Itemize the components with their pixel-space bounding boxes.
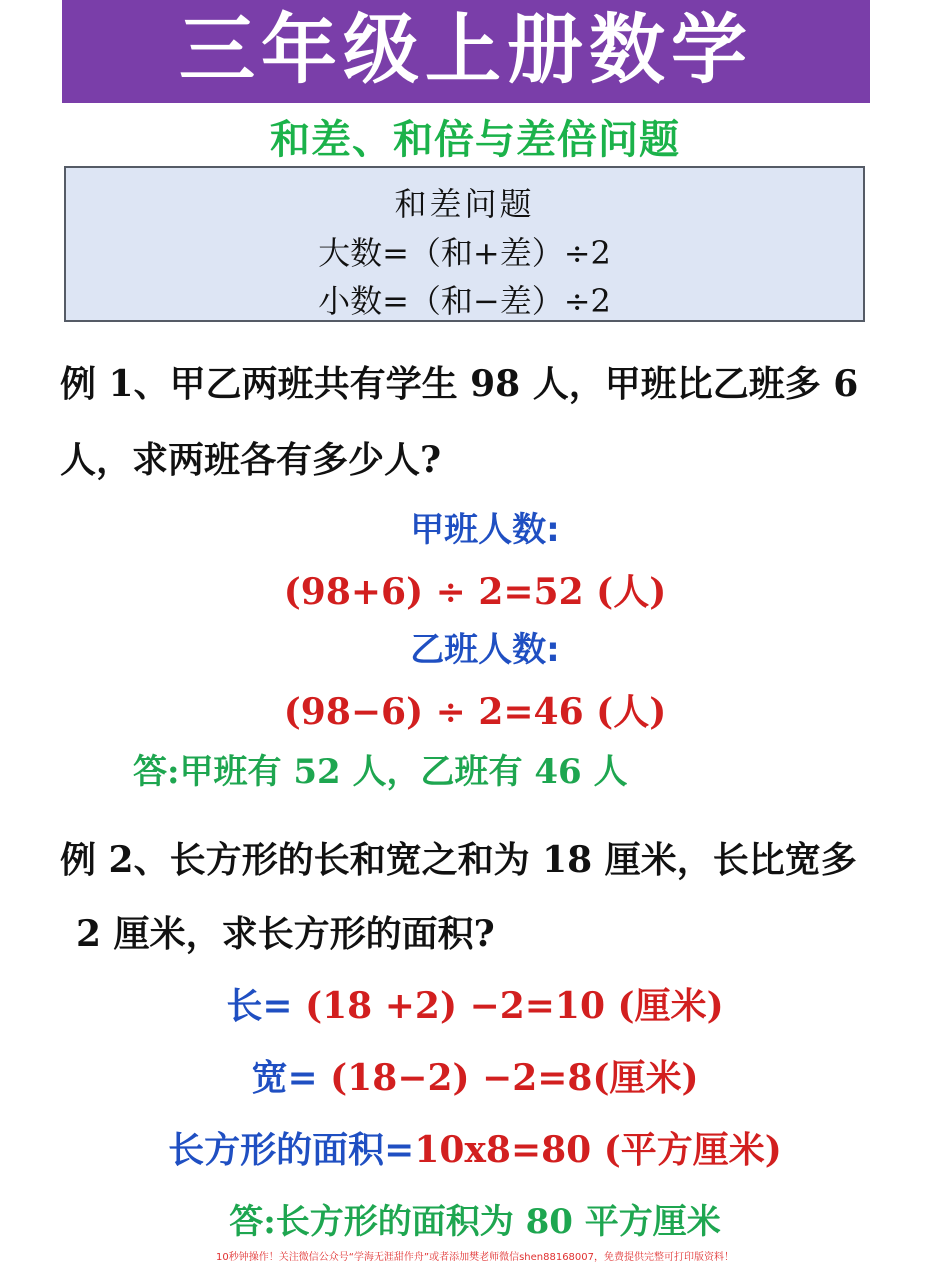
section-subtitle: 和差、和倍与差倍问题 bbox=[270, 117, 680, 163]
example1-answer: 答:甲班有 52 人，乙班有 46 人 bbox=[133, 752, 628, 792]
formula-box bbox=[64, 166, 865, 322]
title-banner bbox=[62, 0, 870, 103]
example1-line1: 例 1、甲乙两班共有学生 98 人，甲班比乙班多 6 bbox=[60, 363, 859, 405]
example1-label-b: 乙班人数: bbox=[410, 630, 560, 670]
example2-answer: 答:长方形的面积为 80 平方厘米 bbox=[229, 1202, 721, 1242]
example2-line1: 例 2、长方形的长和宽之和为 18 厘米，长比宽多 bbox=[60, 839, 857, 881]
example2-length-equation: (18 +2) −2=10 (厘米) bbox=[292, 985, 724, 1027]
footer-note: 10秒钟操作！关注微信公众号“学海无涯甜作舟”或者添加樊老师微信shen88168007，免费提供完整可打印版资料！ bbox=[215, 1252, 735, 1263]
formula-big-number: 大数=（和+差）÷2 bbox=[318, 234, 611, 272]
example2-length-label: 长= bbox=[226, 985, 293, 1027]
example2-length-row bbox=[0, 980, 950, 1032]
example2-area-equation: 10x8=80 (平方厘米) bbox=[414, 1129, 782, 1171]
example1-label-a: 甲班人数: bbox=[410, 510, 560, 550]
formula-heading: 和差问题 bbox=[394, 185, 535, 223]
example2-area-label: 长方形的面积= bbox=[168, 1129, 415, 1171]
example1-line2: 人，求两班各有多少人? bbox=[60, 439, 442, 481]
page-title: 三年级上册数学 bbox=[179, 5, 753, 94]
example2-line2: 2 厘米，求长方形的面积? bbox=[76, 913, 495, 955]
formula-small-number: 小数=（和−差）÷2 bbox=[318, 282, 611, 320]
example1-equation-b: (98−6) ÷ 2=46 (人) bbox=[283, 691, 667, 733]
example2-width-row bbox=[0, 1052, 950, 1104]
example2-width-equation: (18−2) −2=8(厘米) bbox=[317, 1057, 699, 1099]
example2-area-row bbox=[0, 1124, 950, 1176]
example1-equation-a: (98+6) ÷ 2=52 (人) bbox=[283, 571, 667, 613]
example2-width-label: 宽= bbox=[251, 1057, 318, 1099]
